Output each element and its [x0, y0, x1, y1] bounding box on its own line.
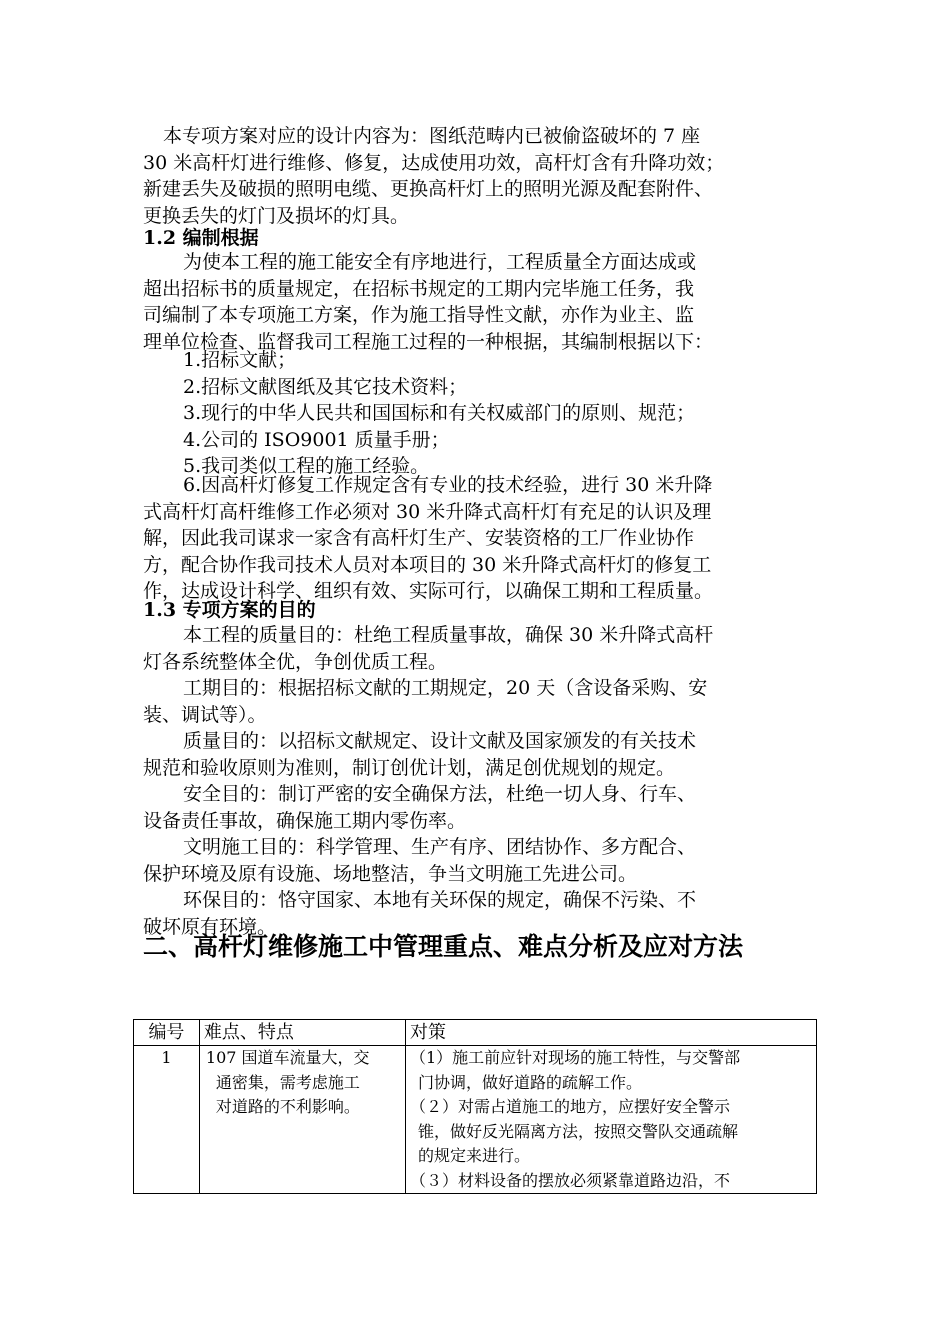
- section-2-heading: 二、高杆灯维修施工中管理重点、难点分析及应对方法: [143, 932, 744, 961]
- text-line: 本专项方案对应的设计内容为：图纸范畴内已被偷盗破坏的 7 座: [163, 125, 701, 147]
- text-line: 灯各系统整体全优，争创优质工程。: [143, 650, 448, 673]
- section-1-3-heading: 1.3 专项方案的目的: [143, 599, 316, 621]
- text-line: 6.因高杆灯修复工作规定含有专业的技术经验，进行 30 米升降: [183, 474, 713, 496]
- table-header-row: [134, 1020, 817, 1046]
- cell-text-line: （３）材料设备的摆放必须紧靠道路边沿，不: [410, 1170, 731, 1190]
- text-line: 新建丢失及破损的照明电缆、更换高杆灯上的照明光源及配套附件、: [143, 178, 714, 200]
- cell-text-line: 107 国道车流量大，交: [205, 1048, 370, 1067]
- text-line: 设备责任事故，确保施工期内零伤率。: [143, 809, 467, 832]
- header-cell-measures: 对策: [406, 1020, 817, 1046]
- text-line: 司编制了本专项施工方案，作为施工指导性文献，亦作为业主、监: [143, 304, 695, 326]
- cell-text-line: 通密集，需考虑施工: [215, 1072, 360, 1092]
- header-cell-difficulty: 难点、特点: [199, 1020, 405, 1046]
- cell-text-line: （２）对需占道施工的地方，应摆好安全警示: [410, 1097, 731, 1116]
- text-line: 保护环境及原有设施、场地整洁，争当文明施工先进公司。: [143, 862, 638, 885]
- cell-text-line: 的规定来进行。: [418, 1146, 531, 1165]
- list-item: 2.招标文献图纸及其它技术资料；: [183, 375, 468, 398]
- cell-no: 1: [134, 1046, 200, 1194]
- header-cell-no: 编号: [134, 1020, 200, 1046]
- list-item: 3.现行的中华人民共和国国标和有关权威部门的原则、规范；: [183, 402, 696, 424]
- text-line: 工期目的：根据招标文献的工期规定，20 天（含设备采购、安: [183, 677, 708, 699]
- basis-list: [143, 347, 811, 480]
- intro-paragraph: [143, 123, 811, 229]
- cell-measures: [406, 1046, 817, 1194]
- goals-block: [143, 622, 811, 940]
- text-line: 作，达成设计科学、组织有效、实际可行，以确保工期和工程质量。: [143, 580, 714, 602]
- cell-difficulty: [199, 1046, 405, 1194]
- text-line: 超出招标书的质量规定，在招标书规定的工期内完毕施工任务，我: [143, 277, 695, 300]
- cell-text-line: 对道路的不利影响。: [215, 1097, 360, 1116]
- text-line: 装、调试等）。: [143, 703, 267, 726]
- basis-item-6: [143, 472, 811, 605]
- text-line: 质量目的：以招标文献规定、设计文献及国家颁发的有关技术: [183, 730, 697, 752]
- text-line: 理单位检查、监督我司工程施工过程的一种根据，其编制根据以下：: [143, 330, 714, 353]
- text-line: 本工程的质量目的：杜绝工程质量事故，确保 30 米升降式高杆: [183, 624, 714, 646]
- section-1-2-heading: 1.2 编制根据: [143, 227, 259, 249]
- text-line: 环保目的：恪守国家、本地有关环保的规定，确保不污染、不: [183, 889, 697, 911]
- text-line: 规范和验收原则为准则，制订创优计划，满足创优规划的规定。: [143, 756, 676, 779]
- list-item: 4.公司的 ISO9001 质量手册；: [183, 428, 450, 451]
- list-item: 5.我司类似工程的施工经验。: [183, 455, 430, 477]
- text-line: 文明施工目的：科学管理、生产有序、团结协作、多方配合、: [183, 836, 697, 858]
- cell-text-line: 锥，做好反光隔离方法，按照交警队交通疏解: [418, 1121, 739, 1141]
- list-item: 1.招标文献；: [183, 349, 297, 371]
- text-line: 安全目的：制订严密的安全确保方法，杜绝一切人身、行车、: [183, 783, 697, 805]
- difficulty-table: [133, 1019, 817, 1194]
- cell-text-line: 门协调，做好道路的疏解工作。: [418, 1072, 643, 1092]
- section-1-2-paragraph: [143, 249, 811, 355]
- text-line: 解，因此我司谋求一家含有高杆灯生产、安装资格的工厂作业协作: [143, 527, 695, 549]
- text-line: 更换丢失的灯门及损坏的灯具。: [143, 204, 410, 227]
- text-line: 式高杆灯高杆维修工作必须对 30 米升降式高杆灯有充足的认识及理: [143, 500, 712, 523]
- text-line: 为使本工程的施工能安全有序地进行，工程质量全方面达成或: [183, 251, 697, 273]
- text-line: 方，配合协作我司技术人员对本项目的 30 米升降式高杆灯的修复工: [143, 553, 712, 576]
- cell-text-line: （1）施工前应针对现场的施工特性，与交警部: [410, 1048, 741, 1067]
- text-line: 30 米高杆灯进行维修、修复，达成使用功效，高杆灯含有升降功效；: [143, 151, 725, 174]
- table-row: [134, 1046, 817, 1194]
- text-line: 破坏原有环境。: [143, 915, 277, 938]
